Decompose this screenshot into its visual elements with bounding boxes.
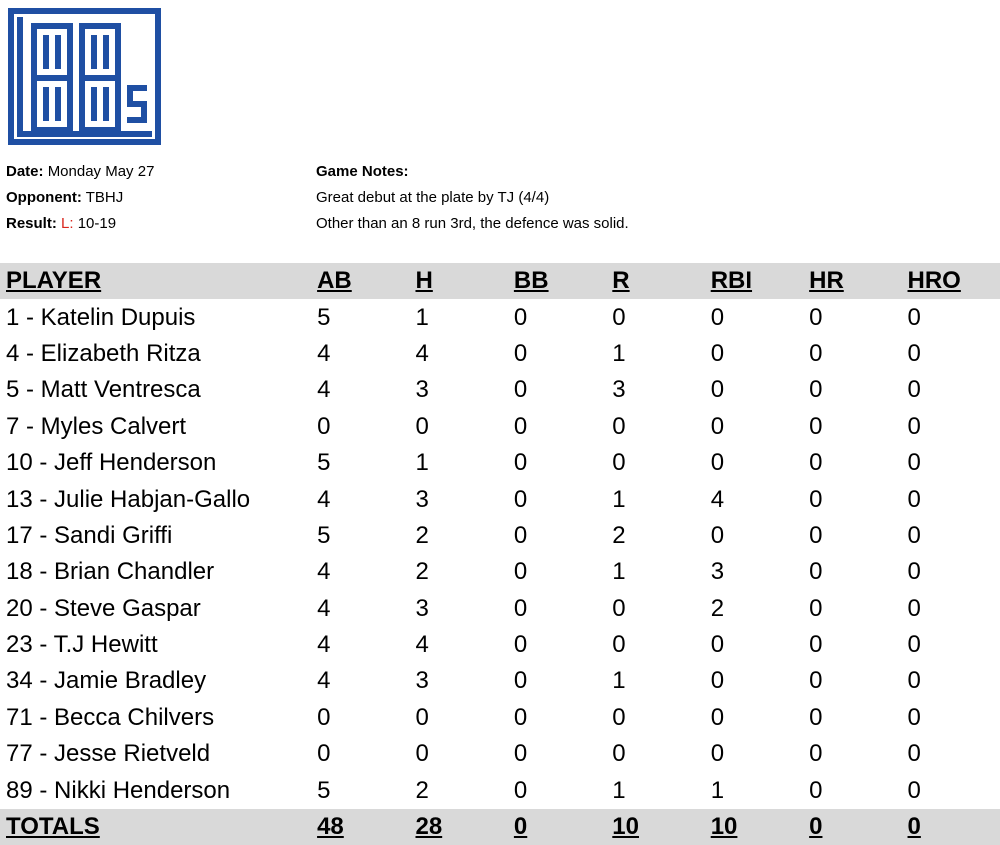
stat-cell-ab: 4 [317,631,331,659]
stat-cell-hr: 0 [809,449,823,477]
table-row [0,554,1000,590]
date-label: Date: [6,163,44,180]
column-header-hr: HR [809,267,844,295]
stat-cell-r: 0 [612,412,626,440]
stat-cell-rbi: 0 [710,339,725,367]
total-bb: 0 [513,813,528,841]
total-hr: 0 [809,813,823,841]
player-name-cell: 23 - T.J Hewitt [6,631,158,659]
stat-cell-hr: 0 [809,339,823,367]
result-label: Result: [6,215,57,232]
player-stats-table [0,263,1000,845]
table-row [0,518,1000,554]
result-line [6,211,154,237]
table-row [0,336,1000,372]
table-row [0,445,1000,481]
table-row [0,481,1000,517]
opponent-line [6,185,154,211]
total-rbi: 10 [710,813,738,841]
table-row [0,299,1000,335]
column-header-r: R [612,267,630,295]
stat-cell-hro: 0 [907,740,921,768]
stat-cell-hro: 0 [907,667,921,695]
stat-cell-h: 0 [415,703,429,731]
stat-cell-h: 1 [415,449,429,477]
stat-cell-ab: 4 [317,594,331,622]
stat-cell-bb: 0 [513,703,528,731]
stat-cell-hr: 0 [809,558,823,586]
stat-cell-hro: 0 [907,303,921,331]
stat-cell-hr: 0 [809,667,823,695]
stat-cell-bb: 0 [513,303,528,331]
stat-cell-ab: 4 [317,667,331,695]
stat-cell-hro: 0 [907,339,921,367]
total-r: 10 [612,813,639,841]
table-row [0,627,1000,663]
column-header-hro: HRO [907,267,961,295]
note-line: Other than an 8 run 3rd, the defence was solid. [316,215,629,232]
player-name-cell: 1 - Katelin Dupuis [6,303,196,331]
stat-cell-rbi: 0 [710,449,725,477]
player-name-cell: 20 - Steve Gaspar [6,594,201,622]
player-name-cell: 18 - Brian Chandler [6,558,215,586]
table-row [0,700,1000,736]
stat-cell-bb: 0 [513,412,528,440]
stat-cell-ab: 4 [317,339,331,367]
column-header-rbi: RBI [710,267,753,295]
stat-cell-ab: 4 [317,558,331,586]
stat-cell-ab: 5 [317,449,331,477]
stat-cell-h: 2 [415,521,429,549]
stat-cell-hro: 0 [907,376,921,404]
total-hro: 0 [907,813,921,841]
stat-cell-r: 0 [612,631,626,659]
stat-cell-h: 3 [415,667,429,695]
stat-cell-bb: 0 [513,740,528,768]
stat-cell-r: 1 [612,776,626,804]
stat-cell-bb: 0 [513,376,528,404]
stat-cell-h: 3 [415,376,429,404]
table-row [0,736,1000,772]
stat-cell-rbi: 1 [710,776,725,804]
stat-cell-hro: 0 [907,703,921,731]
table-row [0,663,1000,699]
stat-cell-h: 3 [415,594,429,622]
stat-cell-hro: 0 [907,521,921,549]
stat-cell-bb: 0 [513,558,528,586]
stat-cell-r: 0 [612,594,626,622]
stat-cell-bb: 0 [513,667,528,695]
player-name-cell: 34 - Jamie Bradley [6,667,207,695]
player-name-cell: 10 - Jeff Henderson [6,449,217,477]
stat-cell-hro: 0 [907,776,921,804]
table-row [0,772,1000,808]
stat-cell-ab: 0 [317,412,331,440]
notes-heading: Game Notes: [316,163,409,180]
player-name-cell: 89 - Nikki Henderson [6,776,231,804]
stat-cell-hr: 0 [809,703,823,731]
stat-cell-bb: 0 [513,776,528,804]
stat-cell-h: 2 [415,776,429,804]
stat-cell-hr: 0 [809,740,823,768]
table-row [0,372,1000,408]
stat-cell-r: 0 [612,703,626,731]
stat-cell-h: 1 [415,303,429,331]
player-name-cell: 17 - Sandi Griffi [6,521,173,549]
stat-cell-r: 1 [612,558,626,586]
stat-cell-rbi: 0 [710,740,725,768]
player-name-cell: 71 - Becca Chilvers [6,703,215,731]
stat-cell-bb: 0 [513,594,528,622]
stat-cell-hro: 0 [907,449,921,477]
stat-cell-hro: 0 [907,412,921,440]
stat-cell-h: 2 [415,558,429,586]
stat-cell-h: 0 [415,412,429,440]
table-row [0,591,1000,627]
stat-cell-bb: 0 [513,631,528,659]
stat-cell-rbi: 0 [710,703,725,731]
date-line [6,159,154,185]
stat-cell-ab: 4 [317,376,331,404]
stat-cell-bb: 0 [513,339,528,367]
stat-cell-hr: 0 [809,776,823,804]
stat-cell-h: 0 [415,740,429,768]
stat-cell-rbi: 0 [710,303,725,331]
totals-label: TOTALS [6,813,100,841]
player-name-cell: 77 - Jesse Rietveld [6,740,211,768]
stat-cell-bb: 0 [513,521,528,549]
stat-cell-ab: 0 [317,703,331,731]
result-outcome: L: [61,215,74,232]
column-header-h: H [415,267,433,295]
stat-cell-bb: 0 [513,449,528,477]
column-header-ab: AB [317,267,352,295]
stat-cell-ab: 4 [317,485,331,513]
stat-cell-rbi: 0 [710,631,725,659]
note-line: Great debut at the plate by TJ (4/4) [316,189,550,206]
stat-cell-rbi: 0 [710,521,725,549]
player-name-cell: 5 - Matt Ventresca [6,376,201,404]
total-ab: 48 [317,813,344,841]
stat-cell-h: 4 [415,631,429,659]
stat-cell-hr: 0 [809,594,823,622]
stat-cell-r: 0 [612,303,626,331]
stat-cell-hr: 0 [809,376,823,404]
stat-cell-h: 4 [415,339,429,367]
stat-cell-r: 0 [612,449,626,477]
stat-cell-ab: 5 [317,521,331,549]
stat-cell-r: 1 [612,339,626,367]
stat-cell-hr: 0 [809,485,823,513]
column-header-player: PLAYER [6,267,102,295]
team-logo [8,8,161,145]
player-name-cell: 4 - Elizabeth Ritza [6,339,201,367]
table-header-row [0,263,1000,299]
stat-cell-rbi: 4 [710,485,725,513]
column-header-bb: BB [513,267,549,295]
stat-cell-hr: 0 [809,412,823,440]
stat-cell-r: 0 [612,740,626,768]
stat-cell-r: 2 [612,521,626,549]
date-value: Monday May 27 [47,163,155,180]
stat-cell-rbi: 0 [710,412,725,440]
stat-cell-bb: 0 [513,485,528,513]
opponent-label: Opponent: [6,189,82,206]
stat-cell-ab: 5 [317,303,331,331]
stat-cell-ab: 5 [317,776,331,804]
stat-cell-r: 3 [612,376,626,404]
stat-cell-r: 1 [612,667,626,695]
player-name-cell: 7 - Myles Calvert [6,412,187,440]
game-notes [316,159,629,237]
player-name-cell: 13 - Julie Habjan-Gallo [6,485,251,513]
stat-cell-rbi: 3 [710,558,725,586]
totals-row [0,809,1000,845]
stat-cell-r: 1 [612,485,626,513]
stat-cell-rbi: 2 [710,594,725,622]
opponent-value: TBHJ [85,189,124,206]
stat-cell-hr: 0 [809,521,823,549]
result-score: 10-19 [77,215,117,232]
stat-cell-hr: 0 [809,631,823,659]
stat-cell-ab: 0 [317,740,331,768]
stat-cell-hro: 0 [907,594,921,622]
stat-cell-rbi: 0 [710,667,725,695]
stat-cell-hro: 0 [907,631,921,659]
table-row [0,409,1000,445]
total-h: 28 [415,813,443,841]
stat-cell-hro: 0 [907,558,921,586]
stat-cell-rbi: 0 [710,376,725,404]
stat-cell-hr: 0 [809,303,823,331]
stat-cell-h: 3 [415,485,429,513]
game-info [6,159,154,237]
stat-cell-hro: 0 [907,485,921,513]
